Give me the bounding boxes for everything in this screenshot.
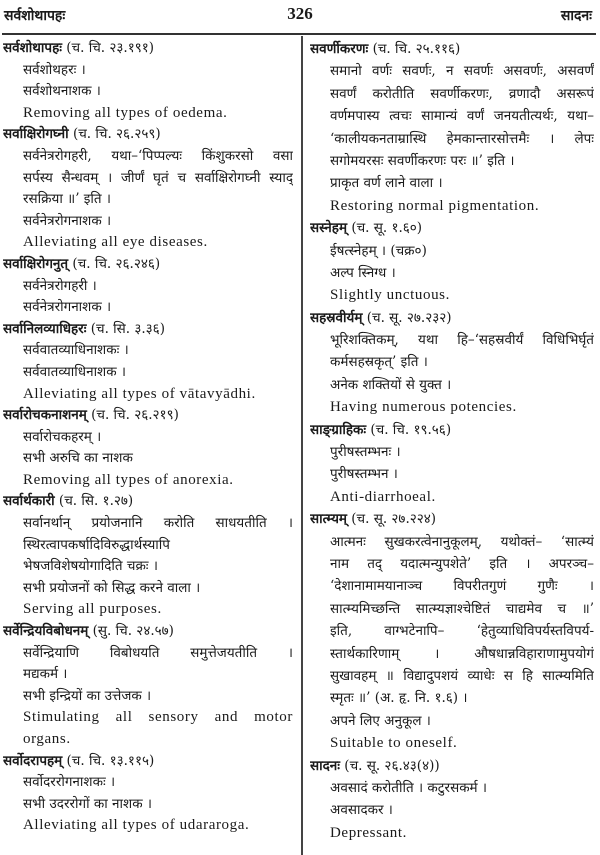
headword: सस्नेहम् (310, 220, 348, 237)
english-definition: Suitable to oneself. (330, 735, 458, 752)
source-reference: (च. चि. २६.२५९) (68, 126, 161, 143)
dictionary-entry (310, 217, 594, 307)
definition-line: कर्मसहस्रकृत्’ इति । (330, 354, 428, 371)
entry-headword-line (3, 491, 293, 513)
entry-headword-line (3, 38, 293, 60)
definition-line: ईषत्स्नेहम् । (चक्र०) (330, 242, 427, 259)
definition-line: सर्वोदररोगनाशकः । (23, 774, 116, 791)
english-definition: Having numerous potencies. (330, 399, 517, 416)
dictionary-entry (3, 751, 293, 837)
source-reference: (च. सू. १.६०) (347, 220, 423, 237)
entry-headword-line (310, 38, 594, 60)
headword: सात्म्यम् (310, 511, 347, 528)
definition-line: सर्वशोथहरः । (23, 61, 86, 78)
headword: साङ्ग्राहिकः (310, 421, 367, 438)
entry-headword-line (3, 405, 293, 427)
source-reference: (सु. चि. २४.५७) (88, 623, 174, 640)
english-definition: Depressant. (330, 824, 407, 841)
headword: सर्वानिलव्याधिहरः (3, 320, 87, 337)
definition-line: भेषजविशेषयोगादिति चक्रः । (23, 558, 158, 575)
definition-line: अल्प स्निग्ध । (330, 264, 396, 281)
dictionary-entry (3, 254, 293, 319)
definition-line: अवसादं करोतीति । कटुरसकर्म । (330, 779, 488, 796)
english-definition: Serving all purposes. (23, 601, 162, 618)
entry-headword-line (3, 751, 293, 773)
definition-line: स्मृतः ॥’ (अ. हृ. नि. १.६) । (330, 690, 468, 707)
source-reference: (च. सि. १.२७) (54, 493, 134, 510)
definition-line: सर्वनेत्ररोगहरी, यथा–‘पिप्पल्यः किंशुकरसो वसा (23, 147, 293, 164)
definition-line: अपने लिए अनुकूल । (330, 712, 431, 729)
english-definition: Alleviating all eye diseases. (23, 234, 208, 251)
source-reference: (च. चि. २३.१९१) (62, 40, 155, 56)
definition-line: ‘देशानामामयानाञ्च विपरीतगुणं गुणैः । (330, 578, 594, 595)
left-column (3, 38, 293, 837)
dictionary-entry (310, 419, 594, 509)
definition-line: समानो वर्णः सवर्णः, न सवर्णः असवर्णः, असवर्णं (330, 63, 594, 80)
source-reference: (च. चि. १९.५६) (366, 421, 452, 438)
definition-line: स्थिरत्वापकर्षादिविरुद्धार्थस्यापि (23, 536, 170, 553)
definition-line: सर्वेन्द्रियाणि विबोधयति समुत्तेजयतीति । (23, 644, 293, 661)
dictionary-entry (3, 405, 293, 491)
entry-headword-line (310, 419, 594, 441)
entry-headword-line (3, 124, 293, 146)
entry-headword-line (310, 217, 594, 239)
definition-line: सात्म्यमिच्छन्ति सात्म्यज्ञाश्चेष्टितं चाद्यमेव च ॥’ (330, 600, 594, 617)
definition-line: सर्वनेत्ररोगहरी । (23, 277, 97, 294)
english-definition: Alleviating all types of udararoga. (23, 817, 250, 834)
dictionary-entry (3, 319, 293, 405)
headword: सर्वाक्षिरोगघ्नी (3, 126, 69, 143)
definition-line: सगोमयरसः सवर्णीकरणः परः ॥’ इति । (330, 152, 515, 169)
definition-line: सभी अरुचि का नाशक (23, 450, 133, 467)
definition-line: सर्ववातव्याधिनाशकः । (23, 342, 129, 359)
headword: सादनः (310, 757, 341, 774)
english-definition: organs. (23, 731, 71, 747)
definition-line: सुखावहम् ॥ विद्यादुपशयं व्याधेः स हि सात्म्यमिति (330, 667, 594, 684)
headword: सर्वशोथापहः (3, 40, 62, 56)
definition-line: मद्यकर्म । (23, 666, 68, 683)
definition-line: सभी उदररोगों का नाशक । (23, 795, 152, 812)
definition-line: सर्वशोथनाशक । (23, 83, 101, 100)
definition-line: स्तार्थकारिणाम् । औषधान्नविहाराणामुपयोगं (330, 645, 594, 662)
dictionary-entry (3, 38, 293, 124)
entry-headword-line (3, 621, 293, 643)
definition-line: पुरीषस्तम्भन । (330, 466, 398, 483)
english-definition: Anti-diarrhoeal. (330, 488, 436, 505)
english-definition: Restoring normal pigmentation. (330, 197, 540, 214)
entry-headword-line (310, 755, 594, 777)
headword: सर्वारोचकनाशनम् (3, 407, 87, 424)
source-reference: (च. चि. २६.२४६) (68, 255, 161, 272)
source-reference: (च. चि. २५.११६) (368, 41, 461, 57)
english-definition: Removing all types of oedema. (23, 104, 228, 121)
definition-line: सर्ववातव्याधिनाशक । (23, 363, 127, 380)
english-definition: Removing all types of anorexia. (23, 471, 234, 488)
definition-line: सभी इन्द्रियों का उत्तेजक । (23, 687, 152, 704)
english-definition: Alleviating all types of vātavyādhi. (23, 385, 256, 402)
source-reference: (च. चि. २६.२१९) (86, 407, 179, 424)
english-definition: Stimulating all sensory and motor (23, 709, 293, 726)
definition-line: सर्वनेत्ररोगनाशक । (23, 212, 112, 229)
headword: सर्वेन्द्रियविबोधनम् (3, 623, 89, 640)
entry-headword-line (3, 254, 293, 276)
running-head-left: सर्वशोथापहः (4, 8, 66, 24)
definition-line: वर्णमपास्य त्वचः सामान्यं वर्णं जनयतीत्यर्थः, यथा– (330, 108, 594, 125)
definition-line: अवसादकर । (330, 802, 393, 819)
dictionary-entry (3, 621, 293, 751)
definition-line: सर्वारोचकहरम् । (23, 428, 102, 445)
source-reference: (च. चि. १३.११५) (62, 752, 155, 769)
running-head-right: सादनः (560, 8, 592, 24)
headword: सवर्णीकरणः (310, 41, 369, 57)
column-divider (301, 36, 303, 855)
dictionary-entry (310, 307, 594, 419)
source-reference: (च. सू. २७.२३२) (362, 309, 452, 326)
dictionary-entry (310, 755, 594, 845)
page-number: 326 (287, 4, 313, 23)
definition-line: सर्पस्य सैन्धवम् । जीर्णं घृतं च सर्वाक्षिरोगघ्नी स्याद् (23, 169, 293, 186)
definition-line: सभी प्रयोजनों को सिद्ध करने वाला । (23, 579, 201, 596)
definition-line: रसक्रिया ॥’ इति । (23, 191, 112, 208)
definition-line: प्राकृत वर्ण लाने वाला । (330, 175, 443, 192)
dictionary-entry (3, 491, 293, 621)
definition-line: सवर्णं करोतीति सवर्णीकरणः, व्रणादौ असरूपं (330, 85, 594, 102)
entry-headword-line (3, 319, 293, 341)
source-reference: (च. सि. ३.३६) (86, 320, 165, 337)
english-definition: Slightly unctuous. (330, 287, 450, 304)
definition-line: भूरिशक्तिकम्, यथा हि–‘सहस्रवीर्यं विधिभिर्घृतं (330, 332, 594, 349)
definition-line: इति, वाग्भटेनापि– ‘हेतुव्याधिविपर्यस्तविपर्य- (330, 623, 594, 640)
definition-line: ‘कालीयकनताम्रास्थि हेमकान्तारसोत्तमैः । लेपः (330, 130, 594, 147)
dictionary-entry (310, 38, 594, 217)
source-reference: (च. सू. २६.४३(४)) (340, 757, 440, 774)
headword: सर्वार्थकारी (3, 493, 55, 510)
definition-line: नाम तद् यदात्मन्युपशेते’ इति । अपरञ्च– (330, 555, 594, 572)
source-reference: (च. सू. २७.२२४) (346, 511, 437, 528)
right-column (310, 38, 594, 844)
definition-line: सर्वनेत्ररोगनाशक । (23, 299, 112, 316)
definition-line: पुरीषस्तम्भनः । (330, 444, 401, 461)
definition-line: आत्मनः सुखकरत्वेनानुकूलम्, यथोक्तं– ‘सात्म्यं (330, 533, 594, 550)
dictionary-entry (3, 124, 293, 254)
headword: सहस्रवीर्यम् (310, 309, 363, 326)
entry-headword-line (310, 508, 594, 530)
header-rule (2, 33, 596, 35)
headword: सर्वोदरापहम् (3, 752, 63, 769)
headword: सर्वाक्षिरोगनुत् (3, 255, 69, 272)
entry-headword-line (310, 307, 594, 329)
definition-line: अनेक शक्तियों से युक्त । (330, 376, 452, 393)
dictionary-entry (310, 508, 594, 754)
definition-line: सर्वानर्थान् प्रयोजनानि करोति साधयतीति । (23, 515, 293, 532)
